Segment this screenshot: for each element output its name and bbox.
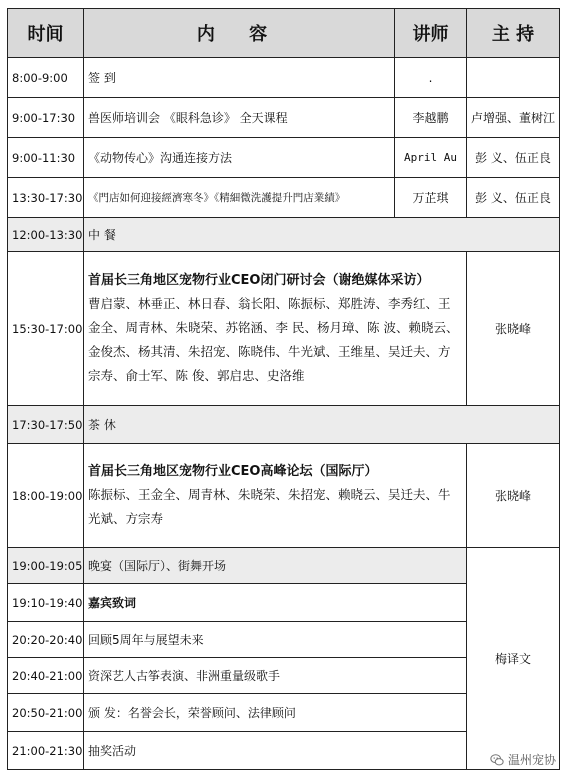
row-host: 卢增强、董树江 xyxy=(467,98,560,138)
row-content: 《門店如何迎接經濟寒冬》《精細微洗護提升門店業績》 xyxy=(84,178,395,218)
row-content: 资深艺人古筝表演、非洲重量级歌手 xyxy=(84,658,467,694)
row-time: 18:00-19:00 xyxy=(8,444,84,548)
row-host: 彭 义、伍正良 xyxy=(467,138,560,178)
header-row xyxy=(8,9,560,58)
table-row xyxy=(8,218,560,252)
table-row xyxy=(8,138,560,178)
row-content: 颁 发：名誉会长，荣誉顾问、法律顾问 xyxy=(84,694,467,732)
row-speaker: April Au xyxy=(395,138,467,178)
table-row xyxy=(8,406,560,444)
row-time: 13:30-17:30 xyxy=(8,178,84,218)
row-content: 嘉宾致词 xyxy=(84,584,467,622)
row-time: 17:30-17:50 xyxy=(8,406,84,444)
attendee-names: 曹启蒙、林垂正、林日春、翁长阳、陈振标、郑胜涛、李秀红、王金全、周青林、朱晓荣、苏铭涵、李 民、杨月璋、陈 波、赖晓云、金俊杰、杨其清、朱招宠、陈晓伟、牛光斌、王维星、吴迁夫、方宗寿、俞士军、陈 俊、郭启忠、史洛维 xyxy=(88,295,459,383)
table-row xyxy=(8,252,560,406)
row-content: 晚宴（国际厅）、街舞开场 xyxy=(84,548,467,584)
attendee-names: 陈振标、王金全、周青林、朱晓荣、朱招宠、赖晓云、吴迁夫、牛光斌、方宗寿 xyxy=(88,486,451,526)
row-time: 19:10-19:40 xyxy=(8,584,84,622)
watermark-text: 温州宠协 xyxy=(507,753,556,767)
schedule-table xyxy=(7,8,560,770)
row-content: 签 到 xyxy=(84,58,395,98)
row-host: 张晓峰 xyxy=(467,444,560,548)
row-speaker: 李越鹏 xyxy=(395,98,467,138)
row-speaker: . xyxy=(395,58,467,98)
row-time: 20:20-20:40 xyxy=(8,622,84,658)
header-speaker: 讲师 xyxy=(395,9,467,58)
row-content: 茶 休 xyxy=(84,406,560,444)
row-host: 张晓峰 xyxy=(467,252,560,406)
row-host xyxy=(467,58,560,98)
row-content: 《动物传心》沟通连接方法 xyxy=(84,138,395,178)
header-host: 主 持 xyxy=(467,9,560,58)
row-speaker: 万芷琪 xyxy=(395,178,467,218)
row-time: 15:30-17:00 xyxy=(8,252,84,406)
table-row xyxy=(8,98,560,138)
header-content xyxy=(84,9,395,58)
evening-host: 梅译文 xyxy=(467,548,560,770)
row-content: 中 餐 xyxy=(84,218,560,252)
header-time: 时间 xyxy=(8,9,84,58)
row-host: 彭 义、伍正良 xyxy=(467,178,560,218)
row-time: 20:50-21:00 xyxy=(8,694,84,732)
forum-title: 首届长三角地区宠物行业CEO闭门研讨会（谢绝媒体采访） xyxy=(88,272,430,288)
row-content xyxy=(84,444,467,548)
table-row xyxy=(8,444,560,548)
row-time: 8:00-9:00 xyxy=(8,58,84,98)
row-content xyxy=(84,252,467,406)
table-row xyxy=(8,178,560,218)
row-time: 21:00-21:30 xyxy=(8,732,84,770)
watermark xyxy=(487,750,559,769)
row-content: 回顾5周年与展望未来 xyxy=(84,622,467,658)
table-row xyxy=(8,548,560,584)
wechat-icon xyxy=(490,753,504,767)
header-content-label: 内 容 xyxy=(196,24,282,45)
row-content: 抽奖活动 xyxy=(84,732,467,770)
table-row xyxy=(8,58,560,98)
row-time: 9:00-11:30 xyxy=(8,138,84,178)
row-time: 20:40-21:00 xyxy=(8,658,84,694)
forum-title: 首届长三角地区宠物行业CEO高峰论坛（国际厅） xyxy=(88,463,378,479)
row-time: 19:00-19:05 xyxy=(8,548,84,584)
row-time: 9:00-17:30 xyxy=(8,98,84,138)
row-time: 12:00-13:30 xyxy=(8,218,84,252)
row-content: 兽医师培训会 《眼科急诊》 全天课程 xyxy=(84,98,395,138)
